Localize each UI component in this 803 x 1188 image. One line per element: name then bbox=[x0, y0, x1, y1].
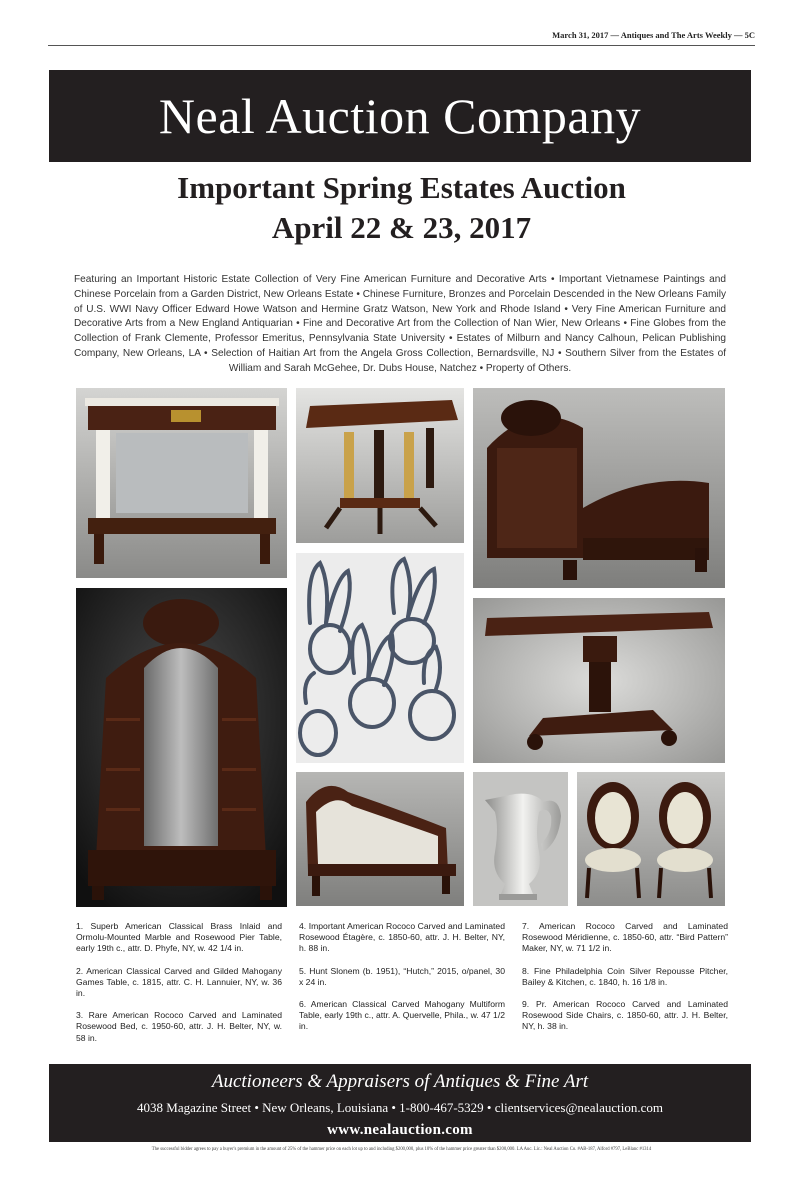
photo-slonem-painting bbox=[296, 553, 464, 763]
intro-paragraph: Featuring an Important Historic Estate Collection of Very Fine American Furniture and Decorative Arts • Important Vietnamese Paintings and Chinese Porcelain from a Garden District, New Orleans Estate • Chinese Furniture, Bronzes and Porcelain Descended in the New Orleans Family of U.S. WWI Navy Officer Edward Howe Watson and Hermine Gratz Watson, New York and Rhode Island • Very Fine American Furniture and Decorative Arts from a New England Antiquarian • Fine and Decorative Art from the Collection of Nan Wier, New Orleans • Fine Globes from the Collection of Frank Clemente, Professor Emeritus, Pennsylvania State University • Estates of Milburn and Nancy Calhoun, Pelican Publishing Company, New Orleans, LA • Selection of Haitian Art from the Angela Gross Collection, Bernardsville, NJ • Southern Silver from the Estates of William and Sarah McGehee, Dr. Dubs House, Natchez • Property of Others. bbox=[74, 274, 726, 374]
caption-item: 7. American Rococo Carved and Laminated Rosewood Méridienne, c. 1850-60, attr. “Bird Pattern” Maker, NY, w. 71 1/2 in. bbox=[522, 921, 728, 954]
caption-item: 2. American Classical Carved and Gilded Mahogany Games Table, c. 1815, attr. C. H. Lannuier, NY, w. 36 in. bbox=[76, 965, 282, 999]
footer-address: 4038 Magazine Street • New Orleans, Louisiana • 1-800-467-5329 • clientservices@nealauction.com bbox=[137, 1100, 663, 1115]
caption-item: 8. Fine Philadelphia Coin Silver Repousse Pitcher, Bailey & Kitchen, c. 1840, h. 16 1/8 in. bbox=[522, 965, 728, 987]
caption-column-2 bbox=[299, 921, 505, 1055]
auction-date: April 22 & 23, 2017 bbox=[271, 210, 532, 245]
caption-column-1 bbox=[76, 921, 282, 1055]
photo-pier-table bbox=[76, 388, 287, 578]
caption-item: 5. Hunt Slonem (b. 1951), “Hutch,” 2015, o/panel, 30 x 24 in. bbox=[299, 965, 505, 987]
auction-title-line: Important Spring Estates Auction bbox=[177, 170, 626, 205]
header-rule bbox=[48, 45, 755, 46]
photo-side-chairs bbox=[577, 772, 725, 906]
caption-item: 9. Pr. American Rococo Carved and Laminated Rosewood Side Chairs, c. 1850-60, attr. J. H. Belter, NY, h. 38 in. bbox=[522, 999, 728, 1032]
company-name: Neal Auction Company bbox=[158, 88, 642, 144]
buyers-premium-fineprint: The successful bidder agrees to pay a buyer's premium in the amount of 25% of the hammer price on each lot up to and including $200,000, plus 10% of the hammer price greater than $200,000. LA Auc. Lic.: Neal Auction Co. #AB-187, Alford #797, LeBlanc #1314 bbox=[151, 1147, 652, 1152]
caption-item: 4. Important American Rococo Carved and Laminated Rosewood Étagère, c. 1850-60, attr. J. H. Belter, NY, h. 88 in. bbox=[299, 921, 505, 954]
photo-meridienne bbox=[296, 772, 464, 906]
photo-games-table bbox=[296, 388, 464, 543]
caption-column-3 bbox=[522, 921, 728, 1055]
photo-rococo-bed bbox=[473, 388, 725, 588]
caption-item: 1. Superb American Classical Brass Inlaid and Ormolu-Mounted Marble and Rosewood Pier Table, early 19th c., attr. D. Phyfe, NY, w. 42 1/4 in. bbox=[76, 921, 282, 954]
photo-multiform-table bbox=[473, 598, 725, 763]
footer-website-link[interactable]: www.nealauction.com bbox=[327, 1122, 473, 1138]
photo-etagere bbox=[76, 588, 287, 907]
footer-banner bbox=[49, 1064, 751, 1142]
photo-silver-pitcher bbox=[473, 772, 568, 906]
running-head: March 31, 2017 — Antiques and The Arts Weekly — 5C bbox=[552, 30, 755, 40]
caption-item: 3. Rare American Rococo Carved and Laminated Rosewood Bed, c. 1950-60, attr. J. H. Belter, NY, w. 58 in. bbox=[76, 1010, 282, 1043]
auction-title bbox=[48, 168, 755, 248]
company-banner bbox=[49, 70, 751, 162]
captions bbox=[76, 921, 728, 1055]
caption-item: 6. American Classical Carved Mahogany Multiform Table, early 19th c., attr. A. Quervelle, Phila., w. 47 1/2 in. bbox=[299, 999, 505, 1032]
footer-tagline: Auctioneers & Appraisers of Antiques & Fine Art bbox=[211, 1071, 589, 1092]
